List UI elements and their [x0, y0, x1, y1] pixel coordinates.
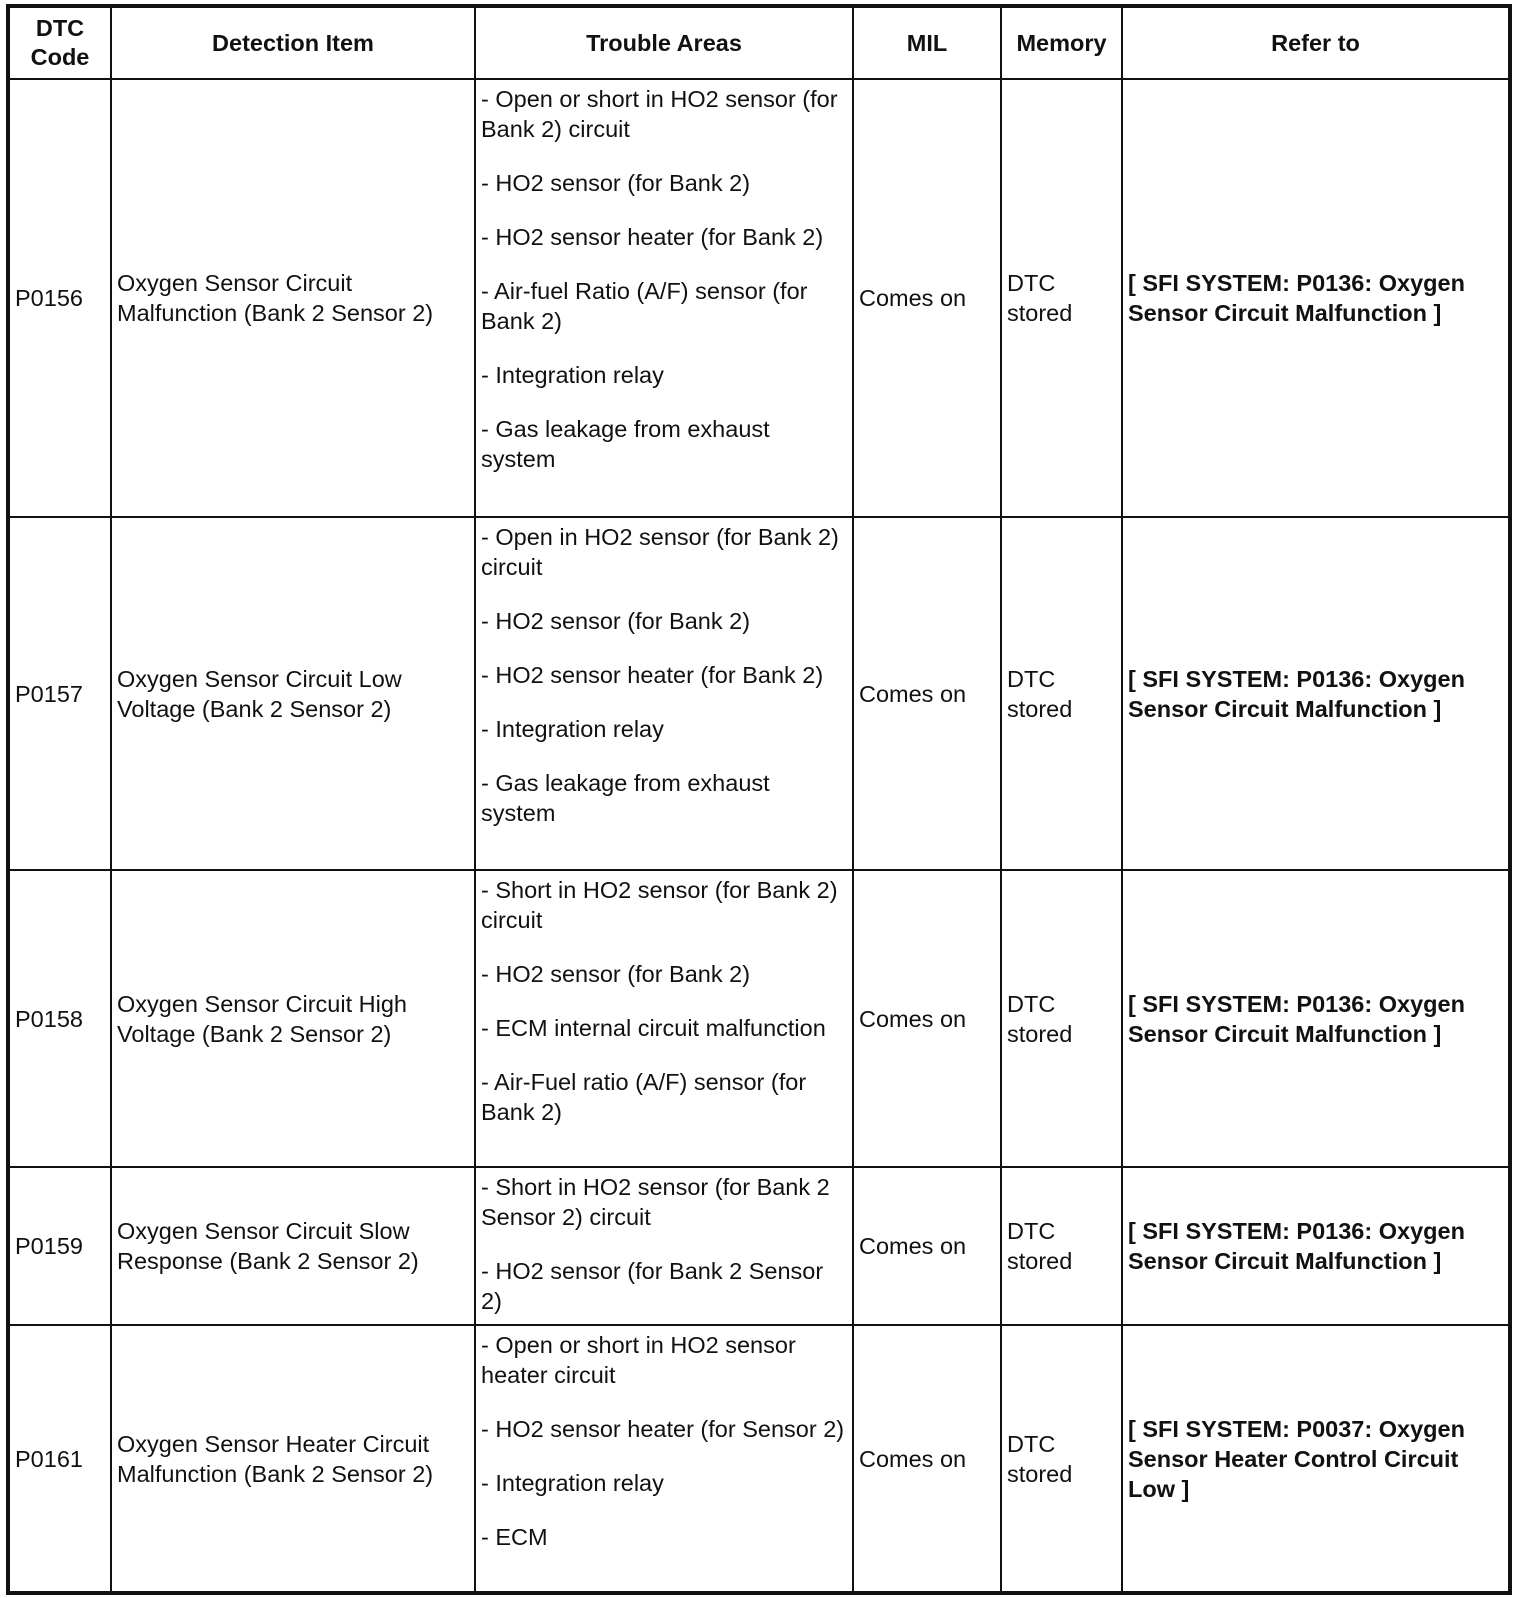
header-mil: MIL [853, 6, 1001, 79]
trouble-area-item: - HO2 sensor (for Bank 2) [481, 608, 751, 634]
dtc-code-cell: P0159 [8, 1167, 111, 1325]
dtc-code-cell: P0158 [8, 870, 111, 1167]
trouble-area-item: - Air-Fuel ratio (A/F) sensor (for Bank 2) [481, 1069, 807, 1125]
dtc-code-cell: P0157 [8, 517, 111, 870]
header-memory: Memory [1001, 6, 1122, 79]
memory-cell: DTC stored [1001, 1167, 1122, 1325]
trouble-area-item: - Open in HO2 sensor (for Bank 2) circuit [481, 524, 839, 580]
refer-to-link[interactable]: [ SFI SYSTEM: P0136: Oxygen Sensor Circuit Malfunction ] [1122, 517, 1510, 870]
detection-item-cell: Oxygen Sensor Circuit Slow Response (Bank 2 Sensor 2) [111, 1167, 475, 1325]
trouble-area-item: - HO2 sensor heater (for Bank 2) [481, 662, 824, 688]
mil-cell: Comes on [853, 870, 1001, 1167]
trouble-areas-cell [475, 79, 853, 517]
header-refer-to: Refer to [1122, 6, 1510, 79]
mil-cell: Comes on [853, 517, 1001, 870]
memory-cell: DTC stored [1001, 79, 1122, 517]
trouble-area-item: - Gas leakage from exhaust system [481, 416, 770, 472]
table-row [8, 1167, 1510, 1325]
trouble-area-item: - Short in HO2 sensor (for Bank 2) circuit [481, 877, 838, 933]
detection-item-cell: Oxygen Sensor Circuit Low Voltage (Bank 2 Sensor 2) [111, 517, 475, 870]
dtc-code-cell: P0156 [8, 79, 111, 517]
mil-cell: Comes on [853, 79, 1001, 517]
trouble-area-item: - HO2 sensor (for Bank 2) [481, 170, 751, 196]
memory-cell: DTC stored [1001, 517, 1122, 870]
mil-cell: Comes on [853, 1325, 1001, 1593]
trouble-area-item: - Open or short in HO2 sensor (for Bank 2) circuit [481, 86, 838, 142]
table-row [8, 870, 1510, 1167]
refer-to-link[interactable]: [ SFI SYSTEM: P0136: Oxygen Sensor Circuit Malfunction ] [1122, 79, 1510, 517]
detection-item-cell: Oxygen Sensor Circuit High Voltage (Bank 2 Sensor 2) [111, 870, 475, 1167]
trouble-areas-cell [475, 1167, 853, 1325]
table-row [8, 1325, 1510, 1593]
trouble-area-item: - Gas leakage from exhaust system [481, 770, 770, 826]
trouble-area-item: - Short in HO2 sensor (for Bank 2 Sensor 2) circuit [481, 1174, 830, 1230]
memory-cell: DTC stored [1001, 1325, 1122, 1593]
trouble-area-item: - Integration relay [481, 362, 664, 388]
header-detection-item: Detection Item [111, 6, 475, 79]
trouble-areas-cell [475, 870, 853, 1167]
refer-to-link[interactable]: [ SFI SYSTEM: P0037: Oxygen Sensor Heater Control Circuit Low ] [1122, 1325, 1510, 1593]
trouble-areas-cell [475, 1325, 853, 1593]
trouble-area-item: - Air-fuel Ratio (A/F) sensor (for Bank 2) [481, 278, 808, 334]
trouble-area-item: - HO2 sensor (for Bank 2) [481, 961, 751, 987]
dtc-table-container [6, 4, 1512, 1595]
mil-cell: Comes on [853, 1167, 1001, 1325]
memory-cell: DTC stored [1001, 870, 1122, 1167]
header-trouble-areas: Trouble Areas [475, 6, 853, 79]
dtc-table [6, 4, 1512, 1595]
header-dtc-code: DTC Code [8, 6, 111, 79]
trouble-area-item: - HO2 sensor heater (for Bank 2) [481, 224, 824, 250]
trouble-area-item: - ECM internal circuit malfunction [481, 1015, 826, 1041]
trouble-area-item: - HO2 sensor (for Bank 2 Sensor 2) [481, 1258, 824, 1314]
table-row [8, 79, 1510, 517]
trouble-area-item: - HO2 sensor heater (for Sensor 2) [481, 1416, 845, 1442]
refer-to-link[interactable]: [ SFI SYSTEM: P0136: Oxygen Sensor Circuit Malfunction ] [1122, 1167, 1510, 1325]
trouble-area-item: - ECM [481, 1524, 548, 1550]
trouble-area-item: - Integration relay [481, 716, 664, 742]
detection-item-cell: Oxygen Sensor Circuit Malfunction (Bank 2 Sensor 2) [111, 79, 475, 517]
trouble-areas-cell [475, 517, 853, 870]
table-row [8, 517, 1510, 870]
refer-to-link[interactable]: [ SFI SYSTEM: P0136: Oxygen Sensor Circuit Malfunction ] [1122, 870, 1510, 1167]
trouble-area-item: - Open or short in HO2 sensor heater circuit [481, 1332, 796, 1388]
trouble-area-item: - Integration relay [481, 1470, 664, 1496]
detection-item-cell: Oxygen Sensor Heater Circuit Malfunction (Bank 2 Sensor 2) [111, 1325, 475, 1593]
header-row [8, 6, 1510, 79]
dtc-code-cell: P0161 [8, 1325, 111, 1593]
